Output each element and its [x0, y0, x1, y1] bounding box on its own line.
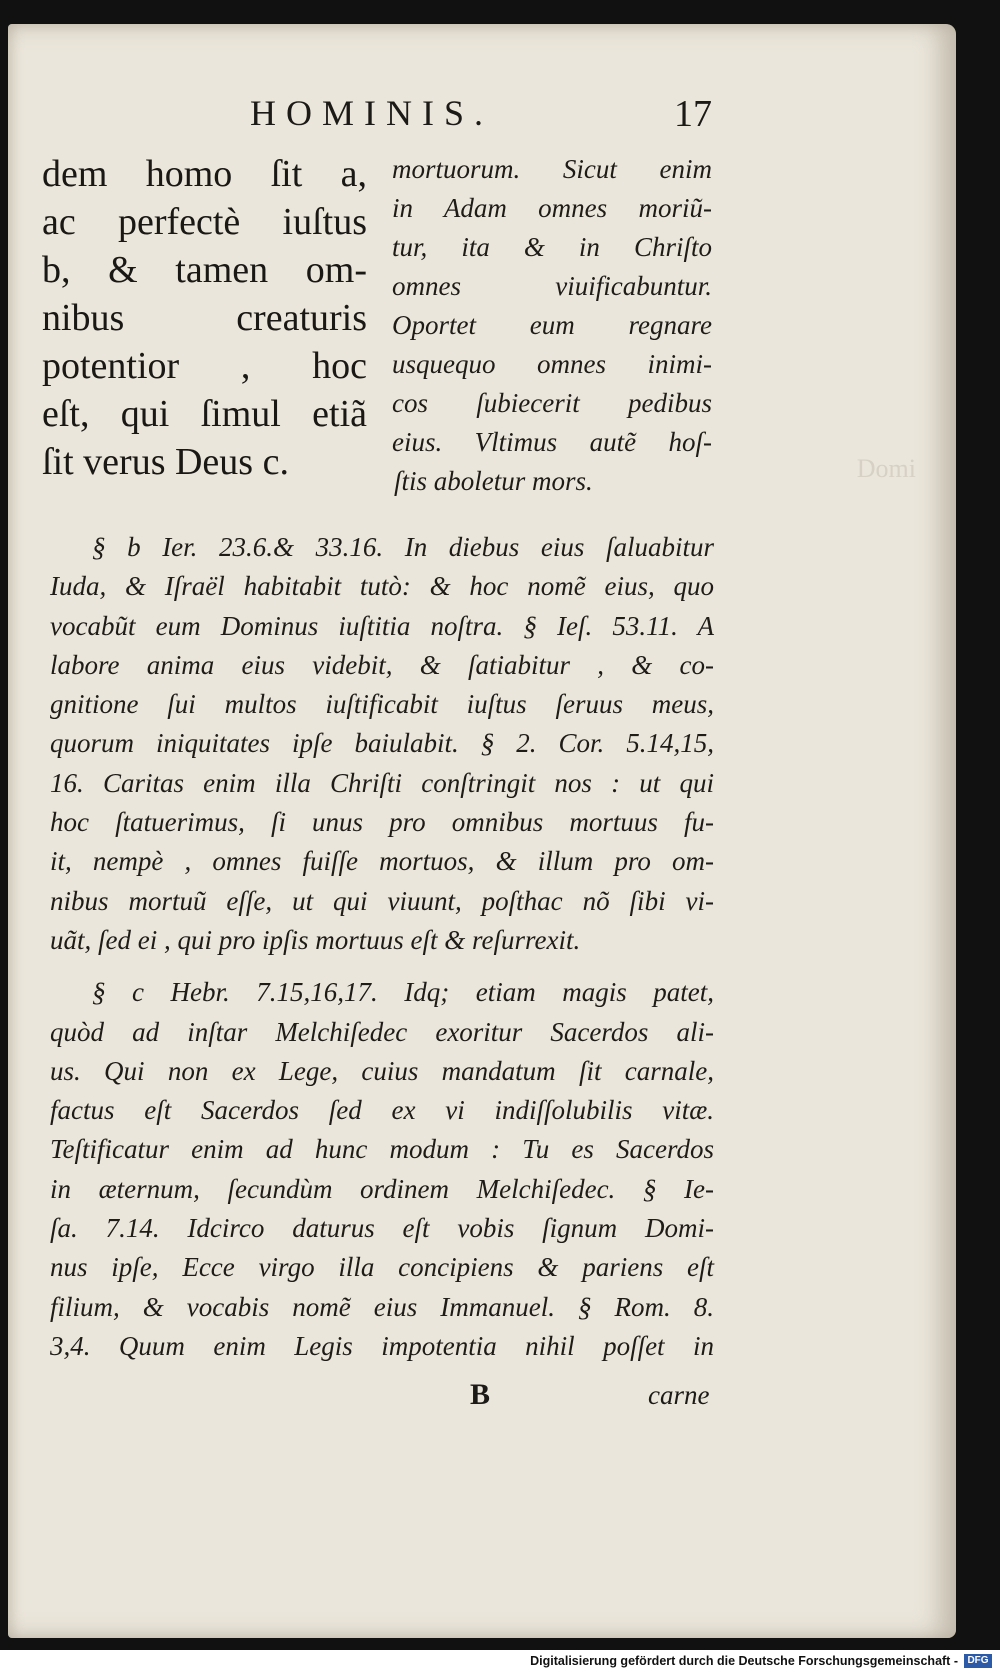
side-line: tur, ita & in Chriſto — [392, 232, 712, 262]
footer-bar — [0, 1650, 1000, 1674]
note-line: uãt, ſed ei , qui pro ipſis mortuus eſt & reſurrexit. — [50, 924, 581, 955]
side-line: in Adam omnes moriũ- — [392, 193, 712, 223]
note-line: us. Qui non ex Lege, cuius mandatum ſit carnale, — [50, 1055, 714, 1086]
note-line: quòd ad inſtar Melchiſedec exoritur Sacerdos ali- — [50, 1016, 714, 1047]
main-line: ac perfectè iuſtus — [42, 201, 367, 243]
note-line: Teſtificatur enim ad hunc modum : Tu es Sacerdos — [50, 1134, 714, 1165]
note-line: nibus mortuũ eſſe, ut qui viuunt, poſthac nõ ſibi vi- — [50, 885, 714, 916]
note-line: it, nempè , omnes fuiſſe mortuos, & illum pro om- — [50, 846, 714, 877]
funding-credit: Digitalisierung gefördert durch die Deutsche Forschungsgemeinschaft - — [530, 1654, 958, 1668]
note-line: nus ipſe, Ecce virgo illa concipiens & pariens eſt — [50, 1252, 714, 1283]
note-line: 3,4. Quum enim Legis impotentia nihil poſſet in — [50, 1330, 714, 1361]
note-line: labore anima eius videbit, & ſatiabitur , & co- — [50, 649, 714, 680]
running-title: HOMINIS. — [250, 93, 494, 133]
page-number: 17 — [674, 93, 712, 135]
note-line: § c Hebr. 7.15,16,17. Idq; etiam magis patet, — [92, 977, 714, 1008]
note-b — [50, 528, 714, 960]
note-line: filium, & vocabis nomẽ eius Immanuel. § Rom. 8. — [50, 1291, 714, 1322]
note-line: 16. Caritas enim illa Chriſti conſtringit nos : ut qui — [50, 767, 714, 798]
catchword: carne — [648, 1380, 710, 1410]
dfg-logo-icon: DFG — [964, 1654, 992, 1668]
side-line: eius. Vltimus autẽ hoſ- — [392, 427, 712, 457]
note-line: ſa. 7.14. Idcirco daturus eſt vobis ſignum Domi- — [50, 1213, 714, 1244]
footnotes — [50, 528, 714, 1366]
note-line: vocabũt eum Dominus iuſtitia noſtra. § Ieſ. 53.11. A — [50, 610, 714, 641]
main-line: nibus creaturis — [42, 297, 367, 339]
main-line: eſt, qui ſimul etiã — [42, 393, 367, 435]
main-line: potentior , hoc — [42, 345, 367, 387]
side-line: cos ſubiecerit pedibus — [392, 388, 712, 418]
main-line: b, & tamen om- — [42, 249, 367, 291]
bleed-through-text: Domi — [856, 454, 916, 483]
side-line: mortuorum. Sicut enim — [392, 154, 712, 184]
note-line: quorum iniquitates ipſe baiulabit. § 2. Cor. 5.14,15, — [50, 728, 714, 759]
note-line: Iuda, & Iſraël habitabit tutò: & hoc nomẽ eius, quo — [50, 571, 714, 602]
note-c — [50, 973, 714, 1366]
note-line: § b Ier. 23.6.& 33.16. In diebus eius ſaluabitur — [92, 532, 714, 562]
side-line: usquequo omnes inimi- — [392, 349, 712, 379]
main-line: ſit verus Deus c. — [42, 441, 289, 483]
side-text-column — [392, 150, 712, 501]
signature-mark: B — [470, 1378, 491, 1411]
note-line: hoc ſtatuerimus, ſi unus pro omnibus mortuus fu- — [50, 807, 714, 838]
main-line: dem homo ſit a, — [42, 153, 367, 195]
side-line: ſtis aboletur mors. — [394, 466, 593, 496]
side-line: Oportet eum regnare — [392, 310, 712, 340]
note-line: in æternum, ſecundùm ordinem Melchiſedec. § Ie- — [50, 1173, 714, 1204]
side-line: omnes viuificabuntur. — [392, 271, 712, 301]
main-text-column — [42, 150, 367, 486]
note-line: gnitione ſui multos iuſtificabit iuſtus ſeruus meus, — [50, 689, 714, 720]
note-line: factus eſt Sacerdos ſed ex vi indiſſolubilis vitæ. — [50, 1095, 714, 1126]
